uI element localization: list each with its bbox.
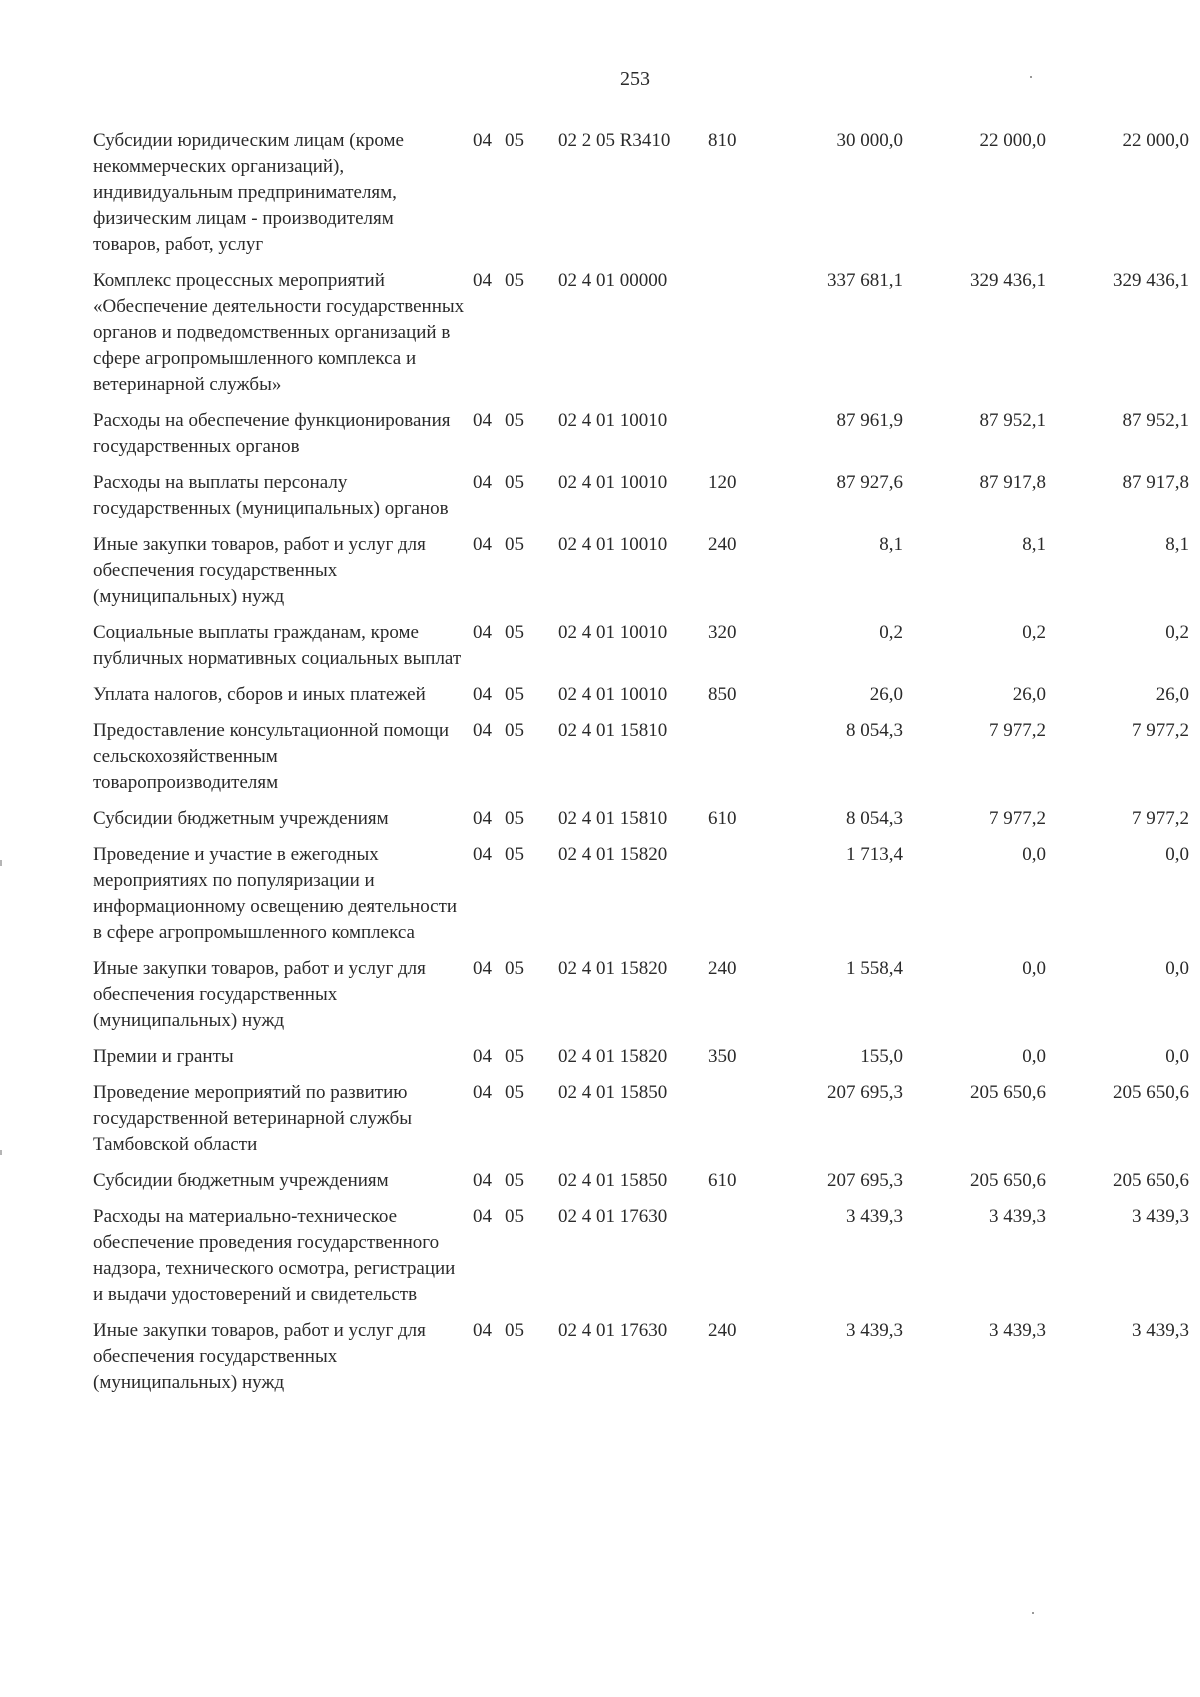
target-article-cell: 02 4 01 15850 xyxy=(558,1082,668,1103)
amount-year-2-cell: 0,0 xyxy=(1022,844,1046,865)
amount-year-2-cell: 0,0 xyxy=(1022,958,1046,979)
amount-year-2-cell: 329 436,1 xyxy=(970,270,1046,291)
target-article-cell: 02 4 01 10010 xyxy=(558,684,668,705)
amount-year-1-cell: 87 927,6 xyxy=(836,472,903,493)
subsection-code: 05 xyxy=(505,622,524,643)
amount-year-2-cell: 87 917,8 xyxy=(979,472,1046,493)
section-code-cell xyxy=(473,1168,558,1204)
expense-name-cell: Расходы на материально-техническое обеспечение проведения государственного надзора, технического осмотра, регистрации и выдачи удостоверений и свидетельств xyxy=(93,1206,456,1305)
target-article-cell: 02 4 01 00000 xyxy=(558,270,668,291)
section-code-cell xyxy=(473,128,558,268)
section-code-cell xyxy=(473,1318,558,1406)
amount-year-1-cell: 0,2 xyxy=(879,622,903,643)
section-code: 04 xyxy=(473,622,492,643)
expense-name-cell: Субсидии бюджетным учреждениям xyxy=(93,808,389,829)
amount-year-1-cell: 1 558,4 xyxy=(846,958,903,979)
table-row xyxy=(93,1204,1189,1318)
section-code: 04 xyxy=(473,410,492,431)
target-article-cell: 02 4 01 17630 xyxy=(558,1320,668,1341)
table-row xyxy=(93,1044,1189,1080)
section-code-cell xyxy=(473,842,558,956)
target-article-cell: 02 4 01 10010 xyxy=(558,472,668,493)
subsection-code: 05 xyxy=(505,720,524,741)
amount-year-3-cell: 7 977,2 xyxy=(1132,720,1189,741)
subsection-code: 05 xyxy=(505,808,524,829)
target-article-cell: 02 4 01 10010 xyxy=(558,534,668,555)
target-article-cell: 02 4 01 15820 xyxy=(558,958,668,979)
amount-year-2-cell: 205 650,6 xyxy=(970,1170,1046,1191)
section-code: 04 xyxy=(473,534,492,555)
subsection-code: 05 xyxy=(505,130,524,151)
table-row xyxy=(93,956,1189,1044)
amount-year-1-cell: 155,0 xyxy=(860,1046,903,1067)
amount-year-2-cell: 0,0 xyxy=(1022,1046,1046,1067)
expense-name-cell: Иные закупки товаров, работ и услуг для обеспечения государственных (муниципальных) нужд xyxy=(93,1320,426,1393)
amount-year-2-cell: 3 439,3 xyxy=(989,1320,1046,1341)
amount-year-1-cell: 26,0 xyxy=(869,684,903,705)
scan-speck xyxy=(1030,76,1032,78)
section-code: 04 xyxy=(473,130,492,151)
amount-year-2-cell: 8,1 xyxy=(1022,534,1046,555)
amount-year-2-cell: 7 977,2 xyxy=(989,720,1046,741)
subsection-code: 05 xyxy=(505,1320,524,1341)
expense-name-cell: Уплата налогов, сборов и иных платежей xyxy=(93,684,426,705)
amount-year-2-cell: 26,0 xyxy=(1012,684,1046,705)
expense-name-cell: Проведение и участие в ежегодных мероприятиях по популяризации и информационному освещению деятельности в сфере агропромышленного комплекса xyxy=(93,844,458,943)
subsection-code: 05 xyxy=(505,270,524,291)
expense-type-cell: 240 xyxy=(708,1320,737,1341)
table-row xyxy=(93,532,1189,620)
amount-year-3-cell: 87 917,8 xyxy=(1122,472,1189,493)
section-code: 04 xyxy=(473,1046,492,1067)
expense-name-cell: Иные закупки товаров, работ и услуг для обеспечения государственных (муниципальных) нужд xyxy=(93,958,426,1031)
budget-allocation-table xyxy=(93,128,1189,1406)
section-code: 04 xyxy=(473,1082,492,1103)
expense-type-cell: 610 xyxy=(708,1170,737,1191)
scan-speck xyxy=(1032,1612,1034,1614)
expense-name-cell: Предоставление консультационной помощи сельскохозяйственным товаропроизводителям xyxy=(93,720,449,793)
page-number: 253 xyxy=(620,68,650,90)
expense-type-cell: 320 xyxy=(708,622,737,643)
subsection-code: 05 xyxy=(505,1046,524,1067)
expense-type-cell xyxy=(708,408,763,470)
amount-year-1-cell: 3 439,3 xyxy=(846,1320,903,1341)
subsection-code: 05 xyxy=(505,1082,524,1103)
expense-type-cell xyxy=(708,718,763,806)
amount-year-3-cell: 3 439,3 xyxy=(1132,1206,1189,1227)
subsection-code: 05 xyxy=(505,1170,524,1191)
scan-margin-mark xyxy=(0,860,2,866)
expense-name-cell: Расходы на обеспечение функционирования государственных органов xyxy=(93,410,451,457)
section-code: 04 xyxy=(473,808,492,829)
table-row xyxy=(93,1168,1189,1204)
subsection-code: 05 xyxy=(505,958,524,979)
expense-name-cell: Иные закупки товаров, работ и услуг для обеспечения государственных (муниципальных) нужд xyxy=(93,534,426,607)
subsection-code: 05 xyxy=(505,534,524,555)
amount-year-3-cell: 22 000,0 xyxy=(1122,130,1189,151)
section-code-cell xyxy=(473,682,558,718)
section-code: 04 xyxy=(473,1170,492,1191)
section-code-cell xyxy=(473,268,558,408)
table-row xyxy=(93,682,1189,718)
amount-year-2-cell: 7 977,2 xyxy=(989,808,1046,829)
table-row xyxy=(93,268,1189,408)
amount-year-3-cell: 8,1 xyxy=(1165,534,1189,555)
target-article-cell: 02 4 01 15810 xyxy=(558,808,668,829)
expense-type-cell: 350 xyxy=(708,1046,737,1067)
amount-year-1-cell: 207 695,3 xyxy=(827,1170,903,1191)
amount-year-2-cell: 3 439,3 xyxy=(989,1206,1046,1227)
amount-year-2-cell: 87 952,1 xyxy=(979,410,1046,431)
subsection-code: 05 xyxy=(505,410,524,431)
section-code: 04 xyxy=(473,270,492,291)
amount-year-1-cell: 30 000,0 xyxy=(836,130,903,151)
table-row xyxy=(93,1080,1189,1168)
amount-year-2-cell: 205 650,6 xyxy=(970,1082,1046,1103)
section-code-cell xyxy=(473,532,558,620)
section-code: 04 xyxy=(473,958,492,979)
scan-margin-mark xyxy=(0,1150,2,1155)
expense-type-cell xyxy=(708,1204,763,1318)
table-row xyxy=(93,842,1189,956)
expense-name-cell: Субсидии бюджетным учреждениям xyxy=(93,1170,389,1191)
subsection-code: 05 xyxy=(505,684,524,705)
table-row xyxy=(93,718,1189,806)
target-article-cell: 02 4 01 10010 xyxy=(558,410,668,431)
section-code-cell xyxy=(473,620,558,682)
expense-type-cell: 240 xyxy=(708,534,737,555)
table-row xyxy=(93,620,1189,682)
expense-type-cell: 850 xyxy=(708,684,737,705)
section-code: 04 xyxy=(473,684,492,705)
expense-name-cell: Комплекс процессных мероприятий «Обеспечение деятельности государственных органов и подведомственных организаций в сфере агропромышленного комплекса и ветеринарной службы» xyxy=(93,270,465,395)
amount-year-2-cell: 22 000,0 xyxy=(979,130,1046,151)
section-code-cell xyxy=(473,1080,558,1168)
section-code-cell xyxy=(473,408,558,470)
section-code-cell xyxy=(473,1044,558,1080)
amount-year-3-cell: 0,0 xyxy=(1165,1046,1189,1067)
amount-year-1-cell: 3 439,3 xyxy=(846,1206,903,1227)
section-code: 04 xyxy=(473,1320,492,1341)
table-row xyxy=(93,470,1189,532)
expense-type-cell xyxy=(708,268,763,408)
section-code-cell xyxy=(473,470,558,532)
target-article-cell: 02 4 01 17630 xyxy=(558,1206,668,1227)
table-row xyxy=(93,128,1189,268)
amount-year-1-cell: 337 681,1 xyxy=(827,270,903,291)
amount-year-1-cell: 87 961,9 xyxy=(836,410,903,431)
section-code: 04 xyxy=(473,472,492,493)
expense-type-cell: 810 xyxy=(708,130,737,151)
amount-year-3-cell: 26,0 xyxy=(1155,684,1189,705)
table-row xyxy=(93,806,1189,842)
amount-year-3-cell: 205 650,6 xyxy=(1113,1170,1189,1191)
subsection-code: 05 xyxy=(505,472,524,493)
amount-year-1-cell: 207 695,3 xyxy=(827,1082,903,1103)
amount-year-1-cell: 8,1 xyxy=(879,534,903,555)
expense-name-cell: Социальные выплаты гражданам, кроме публичных нормативных социальных выплат xyxy=(93,622,462,669)
section-code-cell xyxy=(473,956,558,1044)
amount-year-3-cell: 7 977,2 xyxy=(1132,808,1189,829)
amount-year-3-cell: 329 436,1 xyxy=(1113,270,1189,291)
amount-year-1-cell: 8 054,3 xyxy=(846,720,903,741)
target-article-cell: 02 2 05 R3410 xyxy=(558,130,671,151)
table-row xyxy=(93,1318,1189,1406)
amount-year-3-cell: 0,0 xyxy=(1165,958,1189,979)
section-code: 04 xyxy=(473,720,492,741)
amount-year-2-cell: 0,2 xyxy=(1022,622,1046,643)
expense-name-cell: Премии и гранты xyxy=(93,1046,234,1067)
target-article-cell: 02 4 01 10010 xyxy=(558,622,668,643)
target-article-cell: 02 4 01 15820 xyxy=(558,1046,668,1067)
expense-name-cell: Проведение мероприятий по развитию государственной ветеринарной службы Тамбовской области xyxy=(93,1082,413,1155)
subsection-code: 05 xyxy=(505,1206,524,1227)
table-body xyxy=(93,128,1189,1406)
amount-year-3-cell: 0,2 xyxy=(1165,622,1189,643)
target-article-cell: 02 4 01 15820 xyxy=(558,844,668,865)
amount-year-3-cell: 0,0 xyxy=(1165,844,1189,865)
expense-type-cell: 240 xyxy=(708,958,737,979)
expense-name-cell: Расходы на выплаты персоналу государственных (муниципальных) органов xyxy=(93,472,449,519)
amount-year-3-cell: 87 952,1 xyxy=(1122,410,1189,431)
amount-year-1-cell: 1 713,4 xyxy=(846,844,903,865)
section-code-cell xyxy=(473,806,558,842)
amount-year-3-cell: 3 439,3 xyxy=(1132,1320,1189,1341)
expense-name-cell: Субсидии юридическим лицам (кроме некоммерческих организаций), индивидуальным предпринимателям, физическим лицам - производителям товаров, работ, услуг xyxy=(93,130,404,255)
target-article-cell: 02 4 01 15850 xyxy=(558,1170,668,1191)
section-code: 04 xyxy=(473,844,492,865)
section-code-cell xyxy=(473,718,558,806)
section-code-cell xyxy=(473,1204,558,1318)
amount-year-3-cell: 205 650,6 xyxy=(1113,1082,1189,1103)
expense-type-cell: 120 xyxy=(708,472,737,493)
amount-year-1-cell: 8 054,3 xyxy=(846,808,903,829)
expense-type-cell: 610 xyxy=(708,808,737,829)
subsection-code: 05 xyxy=(505,844,524,865)
table-row xyxy=(93,408,1189,470)
section-code: 04 xyxy=(473,1206,492,1227)
target-article-cell: 02 4 01 15810 xyxy=(558,720,668,741)
expense-type-cell xyxy=(708,842,763,956)
expense-type-cell xyxy=(708,1080,763,1168)
